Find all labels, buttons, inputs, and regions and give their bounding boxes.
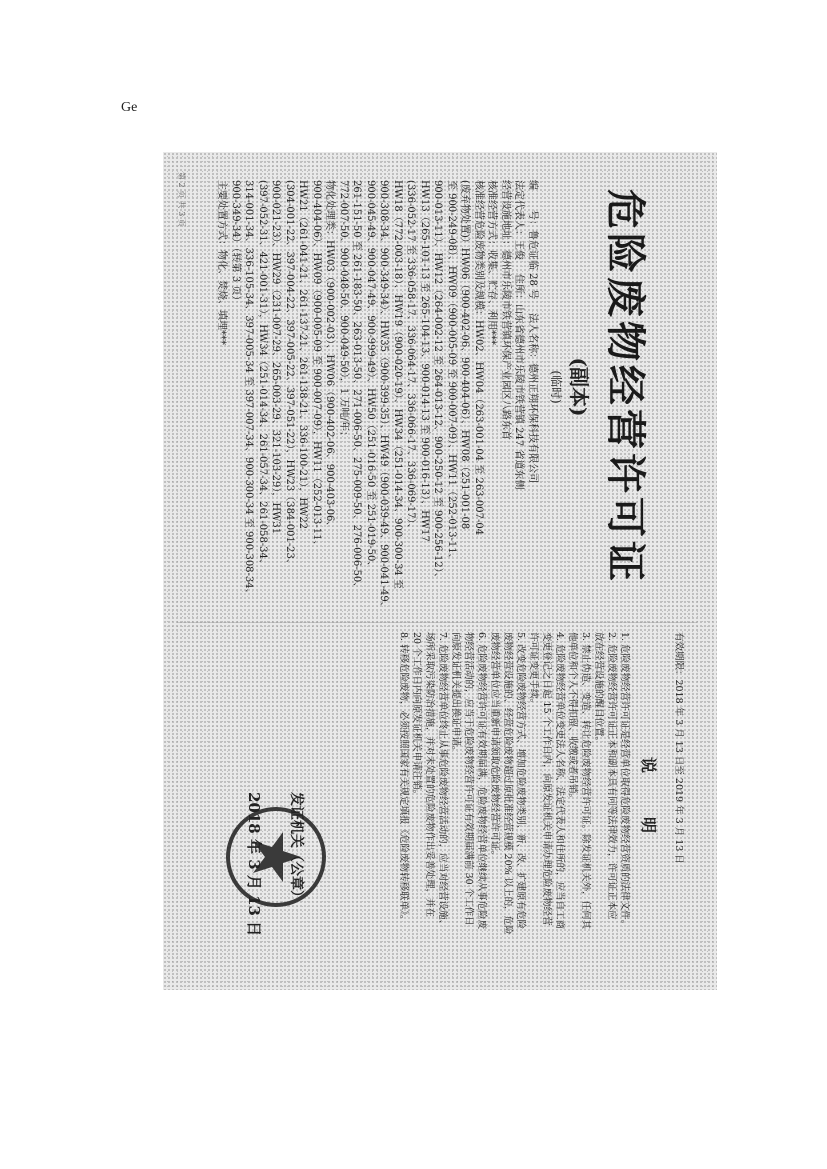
explanation-note: 1. 危险废物经营许可证是经营单位取得危险废物经营资质的法律文件。 <box>619 632 630 930</box>
permit-detail-text: 编 号：鲁危证临 28 号 <box>527 180 538 300</box>
permit-detail-text: (304-001-22、397-004-22、397-005-22、397-051-22），HW23（384-001-23、 <box>284 180 295 569</box>
permit-detail-line <box>431 180 445 620</box>
permit-detail-line <box>377 180 391 620</box>
page-label: Ge <box>121 100 138 115</box>
permit-detail-line <box>418 180 432 620</box>
permit-detail-line <box>229 180 243 620</box>
issue-date: 2018 年 3 月 13 日 <box>245 792 263 937</box>
permit-detail-line <box>350 180 364 620</box>
explanation-note: 8. 转移危险废物，必须按照国家有关规定填报《危险废物转移联单》。 <box>398 632 409 925</box>
permit-detail-line <box>499 180 513 620</box>
explanation-note: 放在经营设施的醒目位置。 <box>593 632 604 747</box>
permit-detail-text: 772-007-50、900-048-50、900-049-50），1 万吨/年； <box>338 180 349 441</box>
permit-detail-text-right: 法人名称：德州正翔环保科技有限公司 <box>527 313 538 484</box>
copy-label: (副本) <box>567 357 591 417</box>
explanation-note: 物经营活动的，应当于危险废物经营许可证有效期届满前 30 个工作日 <box>463 632 474 926</box>
explanation-note: 向原发证机关提出换证申请。 <box>450 632 461 756</box>
permit-detail-line <box>256 180 270 620</box>
permit-detail-line <box>364 180 378 620</box>
permit-detail-line <box>283 180 297 620</box>
explanation-note: 他单位和个人不得扣留、收缴或者吊销。 <box>567 632 578 804</box>
permit-detail-text: HW21（261-041-21、261-137-21、261-138-21、336-100-21），HW22 <box>297 180 309 530</box>
permit-detail-line <box>269 180 283 620</box>
permit-title: 危险废物经营许可证 <box>602 189 649 585</box>
permit-detail-text: 主要处置方式：物化、焚烧、填埋*** <box>216 180 228 345</box>
explanation-note: 许可证变更手续。 <box>528 632 539 709</box>
permit-detail-text: HW18（772-003-18）、HW19（900-020-19）、HW34（251-014-34、900-300-34 至 <box>392 180 403 589</box>
permit-detail-text: 法定代表人：王俊 <box>513 180 525 260</box>
permit-detail-text: (废弃物处置)）HW06（900-402-06、900-404-06）、HW08（251-001-08 <box>459 180 471 530</box>
explanation-note: 废物经营设施的、经营危险废物超过原批准经营规模 20% 以上的，危险 <box>502 632 513 935</box>
permit-detail-text: 900-404-06）、HW09（900-005-09 至 900-007-09），HW11（252-013-11、 <box>311 180 322 551</box>
page-footer: 第 2 页 共 3 页 <box>177 172 186 227</box>
permit-detail-text: 核准经营方式：收集、贮存、利用*** <box>486 180 498 345</box>
permit-detail-line <box>485 180 499 620</box>
permit-detail-line <box>526 180 540 620</box>
permit-detail-line <box>337 180 351 620</box>
permit-detail-text: 物化处理类：HW03（900-002-03）、HW06（900-402-06、900-403-06、 <box>324 180 336 532</box>
official-seal-icon <box>221 802 331 912</box>
explanation-title: 说 明 <box>639 756 658 847</box>
permit-detail-line <box>512 180 526 620</box>
permit-details <box>215 180 539 620</box>
permit-detail-text: 900-013-11）、HW12（264-002-12 至 264-013-12、900-250-12 至 900-256-12）、 <box>432 180 444 583</box>
validity-period: 有效期限：2018 年 3 月 13 日至 2019 年 3 月 13 日 <box>673 632 684 864</box>
permit-detail-text: 900-308-34、900-349-34）、HW35（900-399-35）、HW49（900-039-49、900-041-49、 <box>378 180 390 612</box>
permit-detail-text: 261-151-50 至 261-183-50、263-013-50、271-006-50、275-009-50、276-006-50、 <box>351 180 363 593</box>
explanation-note: 变更登记之日起 15 个工作日内，向原发证机关申请办理危险废物经营 <box>541 632 552 926</box>
permit-detail-text: (336-052-17 至 336-058-17、336-064-17、336-066-17、336-069-17）、 <box>405 180 417 534</box>
permit-detail-line <box>458 180 472 620</box>
explanation-notes <box>397 632 631 972</box>
explanation-note: 场所采取污染防治措施，并对未处置的危险废物作出妥善处理，并在 <box>424 632 435 918</box>
permit-detail-text: 900-349-34）（转第 3 页） <box>230 180 241 306</box>
permit-detail-line <box>242 180 256 620</box>
explanation-note: 2. 危险废物经营许可证正本和副本具有同等法律效力，许可证正本应 <box>606 632 617 920</box>
permit-detail-line <box>296 180 310 620</box>
explanation-note: 4. 危险废物经营单位变更法人名称、法定代表人和住所的，应当自工商 <box>554 632 565 930</box>
permit-detail-text: HW13（265-101-13 至 265-104-13、900-014-13 至 900-016-13）、HW17 <box>419 180 430 542</box>
scanned-permit-image <box>163 152 717 990</box>
permit-detail-text: 314-001-34、336-105-34、397-005-34 至 397-007-34、900-300-34 至 900-308-34、 <box>243 180 255 599</box>
permit-detail-text: (397-052-31、421-001-31），HW34（251-014-34、261-057-34、261-058-34、 <box>257 180 268 569</box>
explanation-note: 20 个工作日内向原发证机关申请注销。 <box>411 632 422 800</box>
permit-detail-line <box>445 180 459 620</box>
explanation-note: 废物经营单位应当重新申请领取危险废物经营许可证。 <box>489 632 500 861</box>
issuing-authority: 发证机关（公章） <box>288 792 304 904</box>
explanation-note: 5. 改变危险废物经营方式、增加危险废物类别、新、改、扩建原有危险 <box>515 632 526 930</box>
permit-detail-text: 核准经营危险废物类别及规模：HW02、HW04（263-001-04 至 263-007-04 <box>473 180 484 536</box>
permit-detail-line <box>472 180 486 620</box>
permit-detail-line <box>404 180 418 620</box>
permit-detail-line <box>391 180 405 620</box>
permit-detail-text: 900-045-49、900-047-49、900-999-49）、HW50（251-016-50 至 251-019-50、 <box>365 180 376 572</box>
permit-detail-text-right: 住所：山东省德州市乐陵市铁营镇 247 省道东侧 <box>513 274 525 490</box>
fold-line <box>177 622 697 623</box>
permit-detail-text: 900-021-23）、HW29（231-007-29、265-003-29、321-103-29），HW31 <box>270 180 282 535</box>
permit-detail-line <box>215 180 229 620</box>
explanation-note: 3. 禁止伪造、变造、转让危险废物经营许可证。除发证机关外，任何其 <box>580 632 591 930</box>
explanation-note: 7. 危险废物经营单位终止从事危险废物经营活动的，应当对经营设施、 <box>437 632 448 930</box>
rotated-permit-content <box>163 152 717 990</box>
permit-detail-line <box>323 180 337 620</box>
explanation-note: 6. 危险废物经营许可证有效期届满，危险废物经营单位继续从事危险废 <box>476 632 487 930</box>
permit-detail-line <box>310 180 324 620</box>
permit-detail-text: 至 900-249-08）、HW09（900-005-09 至 900-007-09）、HW11（252-013-11、 <box>446 180 457 564</box>
temp-label: (临时) <box>549 370 563 404</box>
permit-detail-text: 经营设施地址：德州市乐陵市铁营镇环保产业园区八路东首 <box>500 180 511 440</box>
